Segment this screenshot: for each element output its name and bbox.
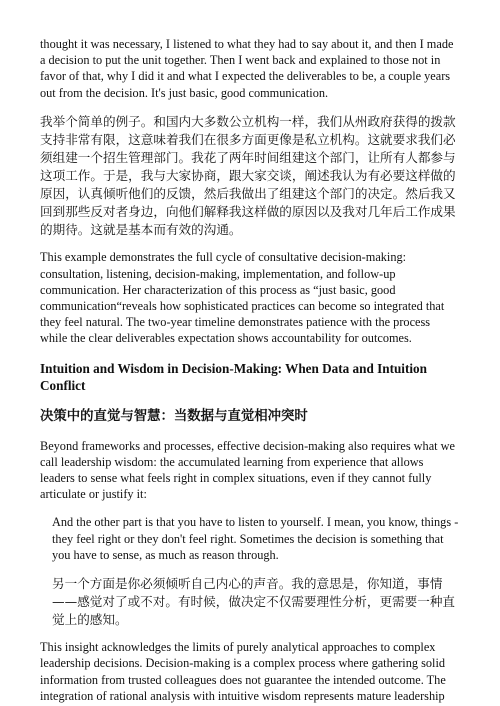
blockquote-english: And the other part is that you have to listen to yourself. I mean, you know, things - they feel right or they don't feel right. Sometimes the decision is something that you have to sense, as much as reason through. bbox=[52, 515, 459, 562]
paragraph-insight: This insight acknowledges the limits of purely analytical approaches to complex leadership decisions. Decision-making is a complex process where gathering solid information from trusted colleagues does not guarantee the intended outcome. The integration of rational analysis with intuitive wisdom represents mature leadership bbox=[40, 640, 446, 703]
paragraph-quote-end: thought it was necessary, I listened to what they had to say about it, and then I made a decision to put the unit together. Then I went back and explained to those not in favor of that, why I did it and what I expected the deliverables to be, a couple years out from the decision. It's just basic, good communication. bbox=[40, 37, 454, 100]
section-heading: Intuition and Wisdom in Decision-Making: When Data and Intuition Conflict bbox=[40, 360, 427, 394]
paragraph-analysis: This example demonstrates the full cycle of consultative decision-making: consultation, listening, decision-making, implementation, and follow-up communication. Her characterization of this process as “just basic, good communication“reveals how sophisticated practices can become so integrated that they feel natural. The two-year timeline demonstrates patience with the process while the clear deliverables expectation shows accountability for outcomes. bbox=[40, 250, 445, 346]
paragraph-wisdom-intro: Beyond frameworks and processes, effective decision-making also requires what we call leadership wisdom: the accumulated learning from experience that allows leaders to sense what feels right in complex situations, even if they cannot fully articulate or justify it: bbox=[40, 438, 455, 502]
paragraph-quote-chinese: 我举个简单的例子。和国内大多数公立机构一样，我们从州政府获得的拨款支持非常有限，这意味着我们在很多方面更像是私立机构。这就要求我们必须组建一个招生管理部门。我花了两年时间组建这个部门，让所有人都参与这项工作。于是，我与大家协商，跟大家交谈，阐述我认为有必要这样做的原因，认真倾听他们的反馈，然后我做出了组建这个部门的决定。然后我又回到那些反对者身边，向他们解释我这样做的原因以及我对几年后工作成果的期待。这就是基本而有效的沟通。 bbox=[40, 113, 456, 238]
section-heading-chinese: 决策中的直觉与智慧：当数据与直觉相冲突时 bbox=[40, 408, 308, 424]
blockquote-chinese: 另一个方面是你必须倾听自己内心的声音。我的意思是，你知道，事情——感觉对了或不对。有时候，做决定不仅需要理性分析，更需要一种直觉上的感知。 bbox=[52, 575, 455, 628]
